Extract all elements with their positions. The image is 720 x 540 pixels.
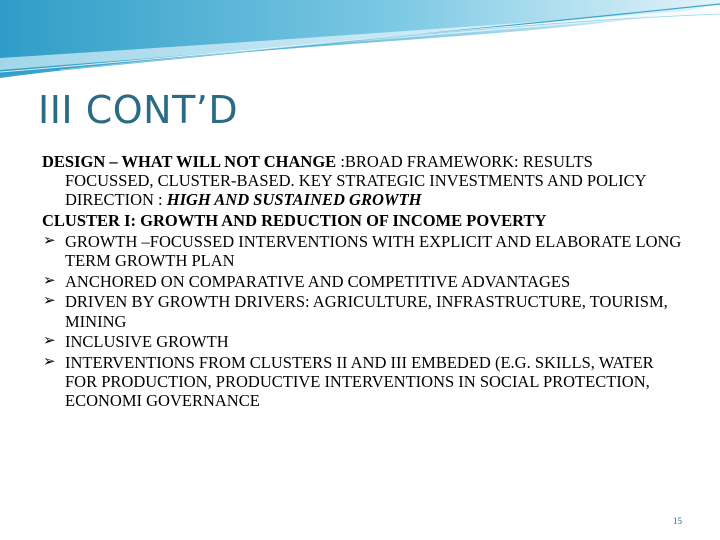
design-emphasis: HIGH AND SUSTAINED GROWTH — [166, 190, 422, 210]
list-item — [42, 353, 682, 411]
design-text: :BROAD FRAMEWORK: RESULTS FOCUSSED, CLUSTER-BASED. KEY STRATEGIC INVESTMENTS AND POLICY DIRECTION : — [65, 152, 646, 210]
arrow-bullet-icon: ➢ — [43, 354, 56, 371]
list-item-text: INTERVENTIONS FROM CLUSTERS II AND III EMBEDED (E.G. SKILLS, WATER FOR PRODUCTION, PRODUCTIVE INTERVENTIONS IN SOCIAL PROTECTION, ECONOMI GOVERNANCE — [65, 353, 654, 411]
list-item — [42, 232, 682, 270]
arrow-bullet-icon: ➢ — [43, 232, 56, 249]
list-item — [42, 332, 682, 351]
arrow-bullet-icon: ➢ — [43, 272, 56, 289]
list-item — [42, 292, 682, 330]
arrow-bullet-icon: ➢ — [43, 333, 56, 350]
list-item-text: DRIVEN BY GROWTH DRIVERS: AGRICULTURE, INFRASTRUCTURE, TOURISM, MINING — [65, 292, 668, 331]
header-wave-decoration — [0, 0, 720, 80]
slide-title: III CONT’D — [38, 88, 239, 132]
list-item — [42, 272, 682, 291]
list-item-text: GROWTH –FOCUSSED INTERVENTIONS WITH EXPLICIT AND ELABORATE LONG TERM GROWTH PLAN — [65, 231, 682, 271]
list-item-text: ANCHORED ON COMPARATIVE AND COMPETITIVE ADVANTAGES — [65, 271, 571, 291]
cluster-heading: CLUSTER I: GROWTH AND REDUCTION OF INCOME POVERTY — [42, 211, 547, 231]
design-paragraph — [42, 152, 682, 210]
slide-body — [42, 152, 682, 412]
list-item-text: INCLUSIVE GROWTH — [65, 332, 229, 352]
page-number: 15 — [673, 516, 682, 526]
design-lead: DESIGN – WHAT WILL NOT CHANGE — [42, 152, 337, 171]
arrow-bullet-icon: ➢ — [43, 293, 56, 310]
